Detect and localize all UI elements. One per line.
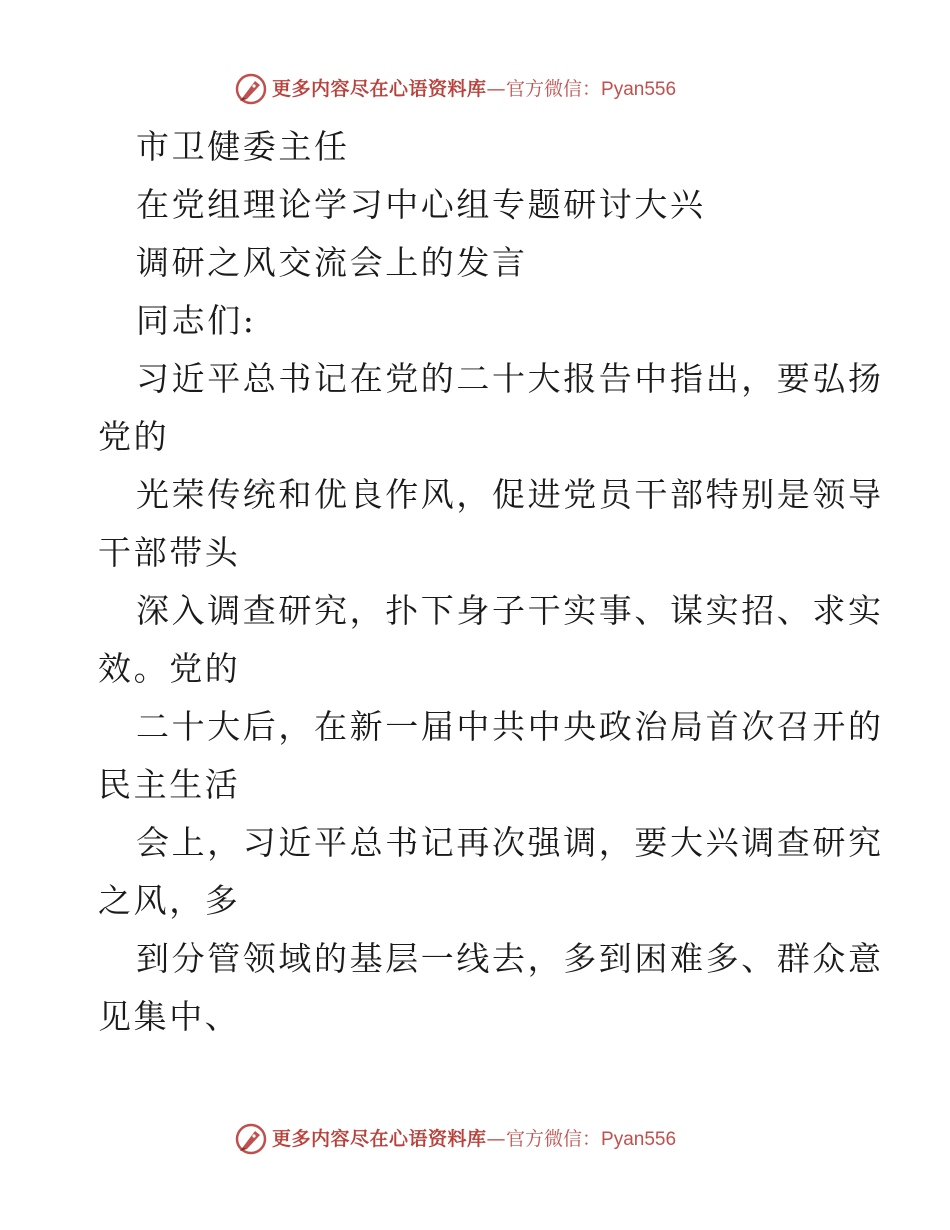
banner-site-name: 更多内容尽在心语资料库 bbox=[272, 1128, 487, 1150]
pen-nib-logo-icon bbox=[234, 72, 268, 106]
document-body bbox=[98, 118, 884, 1046]
pen-nib-logo-icon bbox=[234, 1122, 268, 1156]
document-line: 见集中、 bbox=[98, 997, 241, 1036]
document-line: 民主生活 bbox=[98, 765, 241, 804]
document-line: 同志们: bbox=[136, 301, 257, 340]
banner-text bbox=[272, 76, 676, 103]
banner-dash: — bbox=[486, 1128, 507, 1150]
document-line: 会上，习近平总书记再次强调，要大兴调查研究 bbox=[136, 823, 884, 862]
document-line: 效。党的 bbox=[98, 649, 241, 688]
header-watermark-banner bbox=[0, 70, 950, 110]
banner-contact-value: Pyan556 bbox=[601, 1129, 677, 1150]
document-line: 到分管领域的基层一线去，多到困难多、群众意 bbox=[136, 939, 884, 978]
document-line: 之风，多 bbox=[98, 881, 241, 920]
document-line: 干部带头 bbox=[98, 533, 241, 572]
document-line: 市卫健委主任 bbox=[136, 127, 350, 166]
banner-text bbox=[272, 1126, 676, 1153]
banner-site-name: 更多内容尽在心语资料库 bbox=[272, 78, 487, 100]
banner-contact-value: Pyan556 bbox=[601, 79, 677, 100]
banner-contact bbox=[506, 1129, 676, 1150]
banner-dash: — bbox=[486, 78, 507, 100]
document-line: 调研之风交流会上的发言 bbox=[136, 243, 528, 282]
banner-contact-label: 官方微信： bbox=[506, 1128, 602, 1150]
document-line: 习近平总书记在党的二十大报告中指出，要弘扬 bbox=[136, 359, 884, 398]
banner-contact-label: 官方微信： bbox=[506, 78, 602, 100]
document-line: 党的 bbox=[98, 417, 170, 456]
banner-contact bbox=[506, 79, 676, 100]
document-line: 二十大后，在新一届中共中央政治局首次召开的 bbox=[136, 707, 884, 746]
document-line: 光荣传统和优良作风，促进党员干部特别是领导 bbox=[136, 475, 884, 514]
document-line: 深入调查研究，扑下身子干实事、谋实招、求实 bbox=[136, 591, 884, 630]
footer-watermark-banner bbox=[0, 1120, 950, 1160]
document-line: 在党组理论学习中心组专题研讨大兴 bbox=[136, 185, 706, 224]
